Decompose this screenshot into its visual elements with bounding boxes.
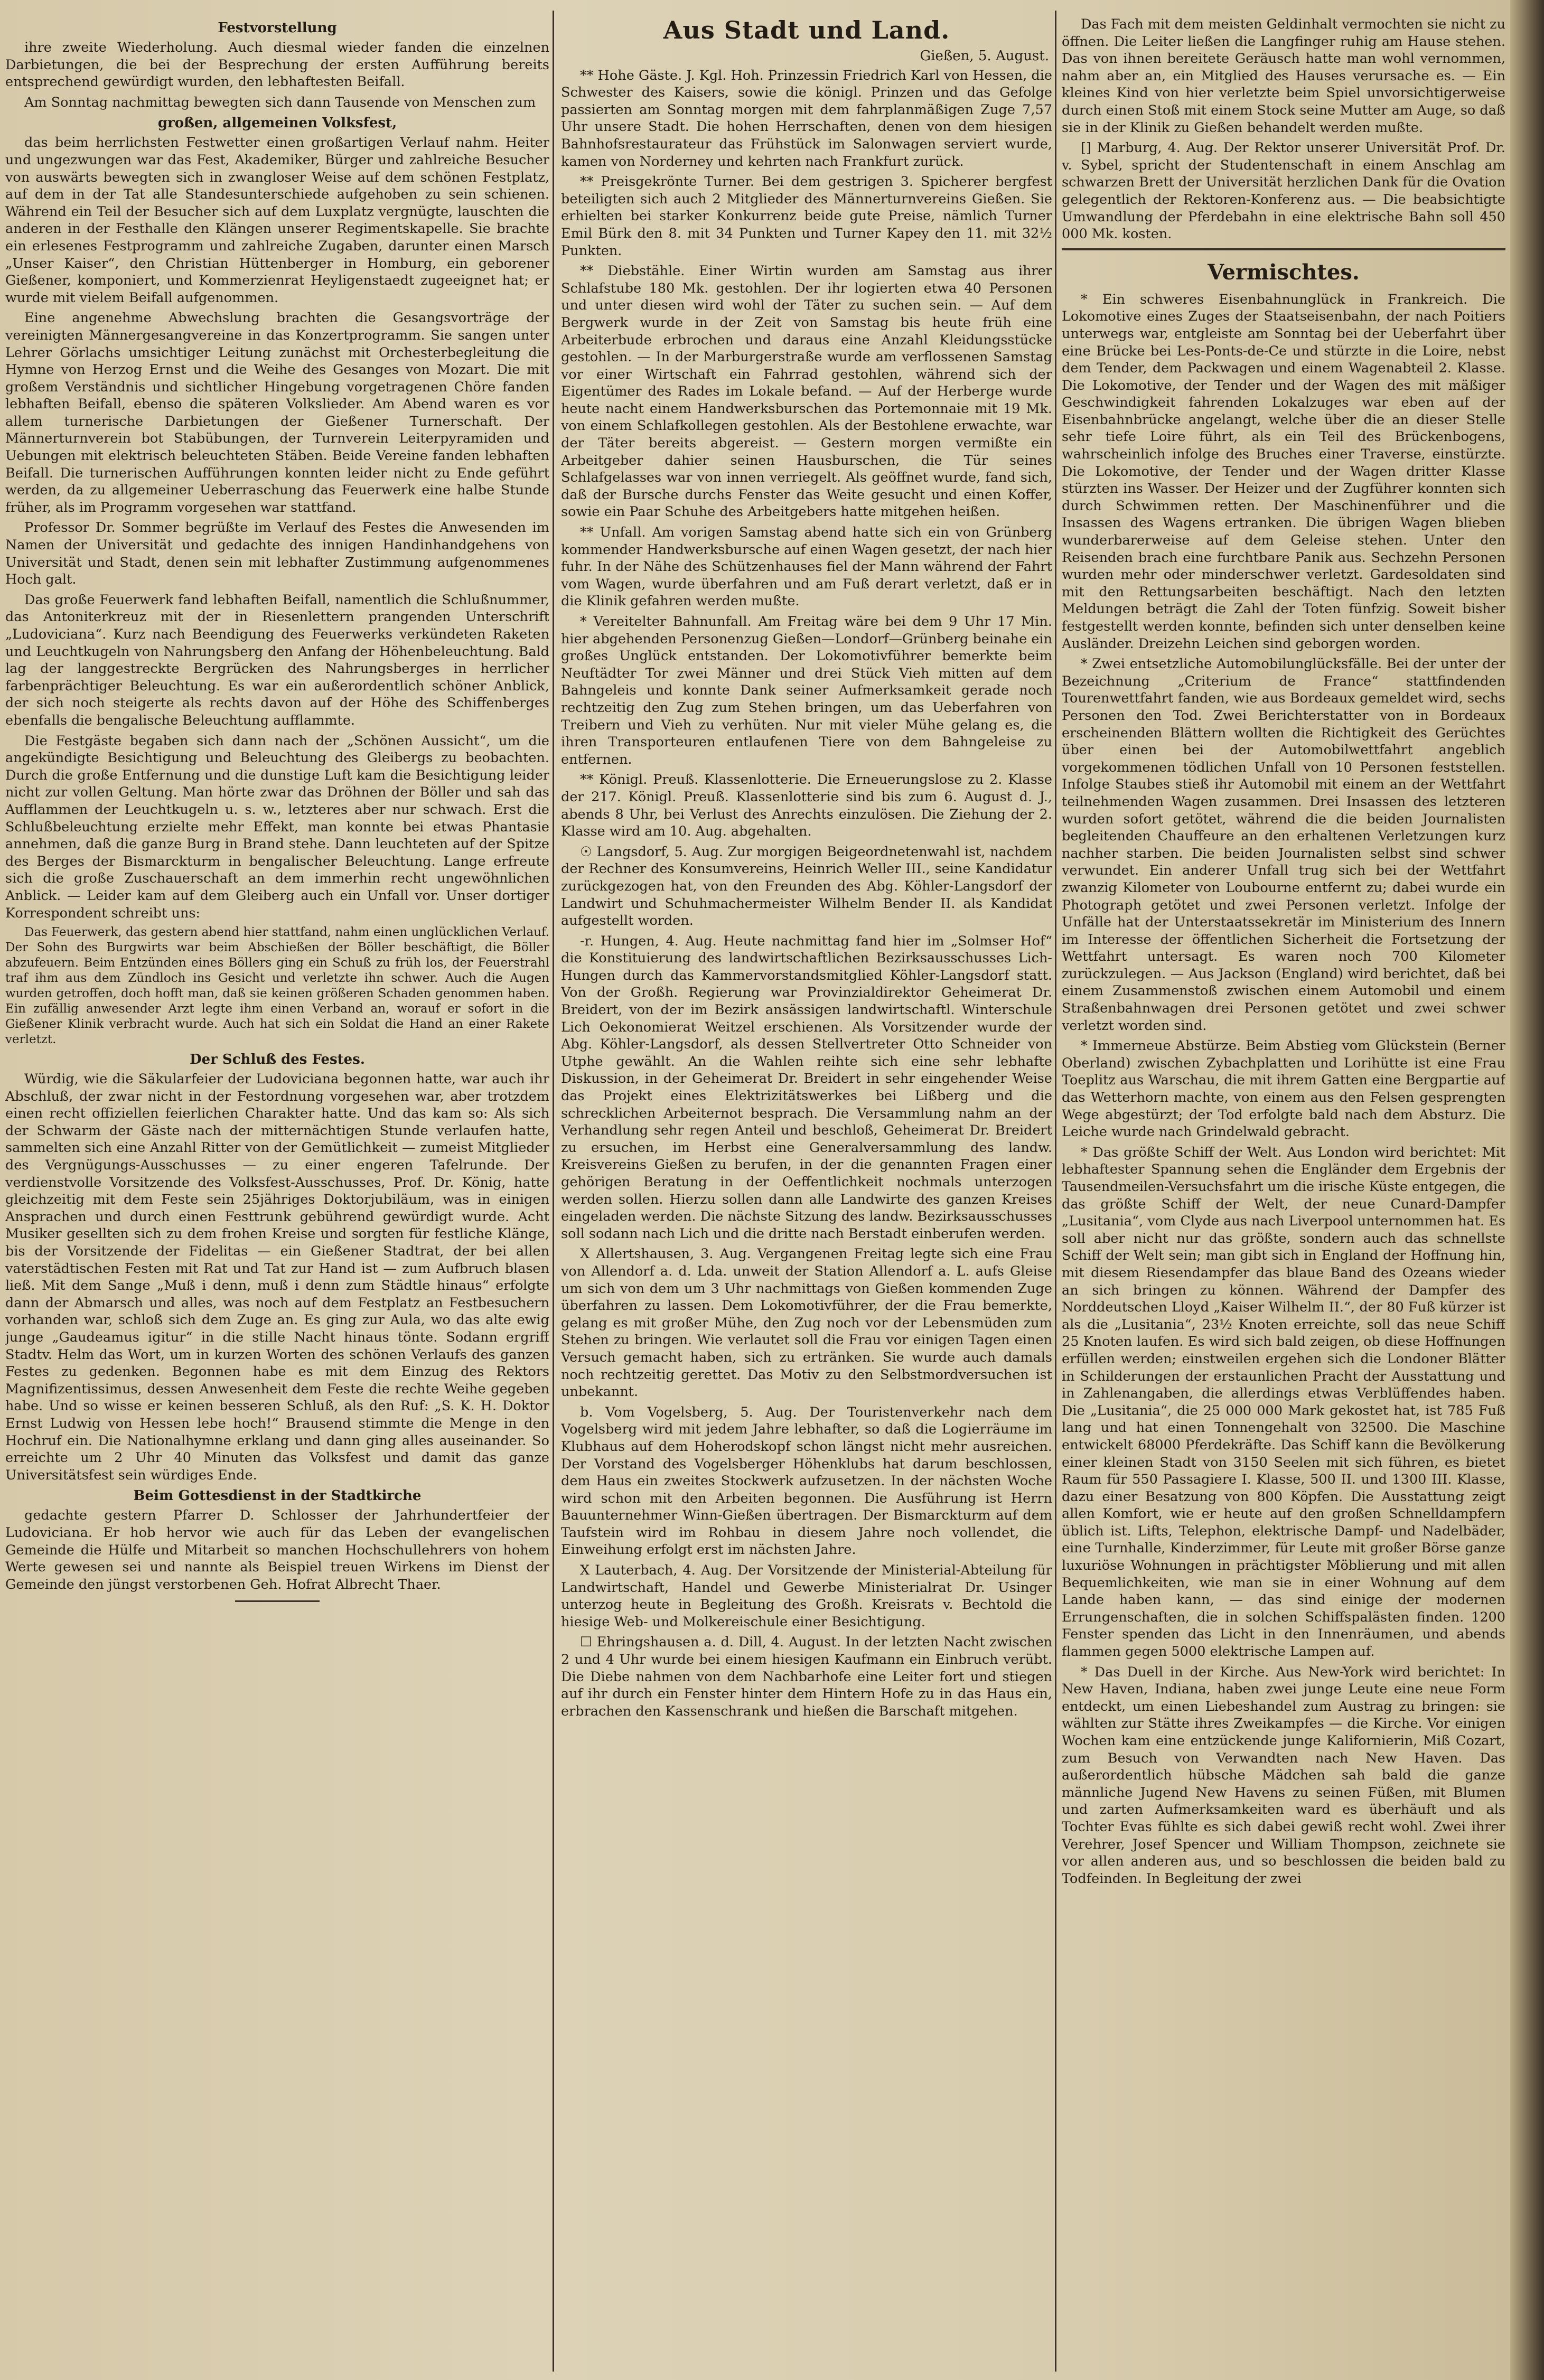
page-binding-edge	[1510, 0, 1544, 2380]
news-item: * Zwei entsetzliche Automobilunglücksfälle. Bei der unter der Bezeichnung „Criterium de France“ stattfindenden Tourenwettfahrt fanden, wie aus Bordeaux gemeldet wird, sechs Personen den Tod. Zwei Berichterstatter von in Bordeaux erscheinenden Blättern wollten die Richtigkeit des Gerüchtes über einen bei der Automobilwettfahrt angeblich vorgekommenen tödlichen Unfall von 10 Personen feststellen. Infolge Staubes stieß ihr Automobil mit einem an der Wettfahrt teilnehmenden Wagen zusammen. Drei Insassen des letzteren wurden sofort getötet, während die die beiden Journalisten begleitenden Chauffeure an den erhaltenen Verletzungen kurz nachher starben. Die beiden Journalisten selbst sind schwer verwundet. Ein anderer Unfall trug sich bei der Wettfahrt zwanzig Kilometer von Loubourne entfernt zu; dabei wurde ein Photograph getötet und zwei Personen verletzt. Infolge der Unfälle hat der Unterstaatssekretär im Ministerium des Innern im Interesse der öffentlichen Sicherheit die Fortsetzung der Wettfahrt untersagt. Es waren noch 700 Kilometer zurückzulegen. — Aus Jackson (England) wird berichtet, daß bei einem Zusammenstoß zwischen einem Automobil und einem Straßenbahnwagen drei Personen getötet und zwei schwer verletzt worden sind.	[1062, 656, 1505, 1034]
article-paragraph: Eine angenehme Abwechslung brachten die Gesangsvorträge der vereinigten Männergesangvereine in das Konzertprogramm. Sie sangen unter Lehrer Görlachs umsichtiger Leitung zunächst mit Orchesterbegleitung die Hymne von Herzog Ernst und die Weihe des Gesanges von Mozart. Die mit großem Verständnis und sichtlicher Hingebung vorgetragenen Chöre fanden lebhaften Beifall, ebenso die späteren Volkslieder. Am Abend waren es vor allem turnerische Darbietungen der Gießener Turnerschaft. Der Männerturnverein bot Stabübungen, der Turnverein Leiterpyramiden und Uebungen mit elektrisch beleuchteten Stäben. Beide Vereine fanden lebhaften Beifall. Die turnerischen Aufführungen konnten leider nicht zu Ende geführt werden, da zu allgemeiner Ueberraschung das Feuerwerk eine halbe Stunde früher, als im Programm vorgesehen war stattfand.	[5, 310, 549, 516]
article-paragraph: Professor Dr. Sommer begrüßte im Verlauf des Festes die Anwesenden im Namen der Universität und gedachte des innigen Handinhandgehens von Universität und Stadt, denen sein mit lebhafter Zustimmung aufgenommenes Hoch galt.	[5, 520, 549, 588]
section-heading: großen, allgemeinen Volksfest,	[157, 115, 397, 132]
news-item: * Das größte Schiff der Welt. Aus London wird berichtet: Mit lebhaftester Spannung sehen die Engländer dem Ergebnis der Tausendmeilen-Versuchsfahrt um die irische Küste entgegen, die das größte Schiff der Welt, der neue Cunard-Dampfer „Lusitania“, vom Clyde aus nach Liverpool unternommen hat. Es soll aber nicht nur das größte, sondern auch das schnellste Schiff der Welt sein; man gibt sich in England der Hoffnung hin, mit diesem Riesendampfer das blaue Band des Ozeans wieder an sich bringen zu können. Während der Dampfer des Norddeutschen Lloyd „Kaiser Wilhelm II.“, der 80 Fuß kürzer ist als die „Lusitania“, 23½ Knoten erreichte, soll das neue Schiff 25 Knoten laufen. Es wird sich bald zeigen, ob diese Hoffnungen erfüllen werden; einstweilen ergehen sich die Londoner Blätter in Schilderungen der erstaunlichen Pracht der Ausstattung und in Zahlenangaben, die allerdings etwas Verblüffendes haben. Die „Lusitania“, die 25 000 000 Mark gekostet hat, ist 785 Fuß lang und hat einen Tonnengehalt von 32500. Die Maschine entwickelt 68000 Pferdekräfte. Das Schiff kann die Bevölkerung einer kleinen Stadt von 3150 Seelen mit sich führen, es bietet Raum für 550 Passagiere I. Klasse, 500 II. und 1300 III. Klasse, dazu einer Besatzung von 800 Köpfen. Die Ausstattung zeigt allen Komfort, wie er heute auf den großen Schnelldampfern üblich ist. Lifts, Telephon, elektrische Dampf- und Nadelbäder, eine Turnhalle, Kinderzimmer, für Leute mit großer Börse ganze luxuriöse Wohnungen in prächtigster Möblierung und mit allen Bequemlichkeiten, wie man sie in einer Wohnung auf dem Lande haben kann, — das sind einige der modernen Errungenschaften, die in solchen Schiffspalästen finden. 1200 Fenster spenden das Licht in den Innenräumen, und abends flammen gegen 5000 elektrische Lampen auf.	[1062, 1144, 1505, 1660]
dateline: Gießen, 5. August.	[920, 48, 1049, 64]
news-item: Das Fach mit dem meisten Geldinhalt vermochten sie nicht zu öffnen. Die Leiter ließen die Langfinger ruhig am Hause stehen. Das von ihnen bereitete Geräusch hatte man wohl vernommen, nahm aber an, ein Mitglied des Hauses verursache es. — Ein kleines Kind von hier verletzte beim Spiel unvorsichtigerweise durch einen Stoß mit einem Stock seine Mutter am Auge, so daß sie in der Klinik zu Gießen behandelt werden mußte.	[1062, 16, 1505, 136]
column-1	[5, 16, 549, 2372]
news-item: -r. Hungen, 4. Aug. Heute nachmittag fand hier im „Solmser Hof“ die Konstituierung des landwirtschaftlichen Bezirksausschusses Lich-Hungen durch das Kammervorstandsmitglied Köhler-Langsdorf statt. Von der Großh. Regierung war Provinzialdirektor Geheimerat Dr. Breidert, von der im Bezirk ansässigen landwirtschaftl. Winterschule Lich Oekonomierat Weitzel erschienen. Als Vorsitzender wurde der Abg. Köhler-Langsdorf, als dessen Stellvertreter Otto Schneider von Utphe gewählt. An die Wahlen reihte sich eine sehr lebhafte Diskussion, in der Geheimerat Dr. Breidert in sehr eingehender Weise das Projekt eines Elektrizitätswerkes bei Lißberg und die schrecklichen Arbeiternot besprach. Die Versammlung nahm an der Verhandlung sehr regen Anteil und beschloß, Geheimerat Dr. Breidert zu ersuchen, im Herbst eine Generalversammlung des landw. Kreisvereins Gießen zu berufen, in der die genannten Fragen einer gehörigen Beratung in der Oeffentlichkeit nochmals unterzogen werden sollen. Hierzu sollen dann alle Landwirte des ganzen Kreises eingeladen werden. Die nächste Sitzung des landw. Bezirksausschusses soll sodann nach Lich und die dritte nach Berstadt einberufen werden.	[561, 933, 1052, 1242]
news-item: * Vereitelter Bahnunfall. Am Freitag wäre bei dem 9 Uhr 17 Min. hier abgehenden Personenzug Gießen—Londorf—Grünberg beinahe ein großes Unglück entstanden. Der Lokomotivführer bemerkte beim Neuftädter Tor zwei Männer und drei Stück Vieh mitten auf dem Bahngeleis und konnte Dank seiner Aufmerksamkeit gerade noch rechtzeitig den Zug zum Stehen bringen, um das Ueberfahren von Treibern und Vieh zu verhüten. Nur mit vieler Mühe gelang es, die ihren Transporteuren entlaufenen Tiere von dem Bahngeleise zu entfernen.	[561, 614, 1052, 767]
article-paragraph: Das Feuerwerk, das gestern abend hier stattfand, nahm einen unglücklichen Verlauf. Der Sohn des Burgwirts war beim Abschießen der Böller beschäftigt, die Böller abzufeuern. Beim Entzünden eines Böllers ging ein Schuß zu früh los, der Feuerstrahl traf ihm aus dem Zündloch ins Gesicht und verletzte ihn schwer. Auch die Augen wurden getroffen, doch hofft man, daß sie keinen größeren Schaden genommen haben. Ein zufällig anwesender Arzt legte ihm einen Verband an, worauf er sofort in die Gießener Klinik verbracht wurde. Auch hat sich ein Soldat die Hand an einer Rakete verletzt.	[5, 925, 549, 1047]
column-rule	[1055, 11, 1056, 2372]
article-separator	[235, 1600, 320, 1602]
article-paragraph: gedachte gestern Pfarrer D. Schlosser der Jahrhundertfeier der Ludoviciana. Er hob hervor wie auch für das Leben der evangelischen Gemeinde die Hülfe und Mitarbeit so manchen Hochschullehrers von hohem Werte gewesen sei und nannte als Beispiel treuen Wirkens im Dienst der Gemeinde den jüngst verstorbenen Geh. Hofrat Albrecht Thaer.	[5, 1507, 549, 1592]
news-item: ** Königl. Preuß. Klassenlotterie. Die Erneuerungslose zu 2. Klasse der 217. Königl. Preuß. Klassenlotterie sind bis zum 6. August d. J., abends 8 Uhr, bei Verlust des Anrechts einzulösen. Die Ziehung der 2. Klasse wird am 10. Aug. abgehalten.	[561, 772, 1052, 840]
news-item: * Immerneue Abstürze. Beim Abstieg vom Glückstein (Berner Oberland) zwischen Zybachplatten und Lorihütte ist eine Frau Toeplitz aus Warschau, die mit ihrem Gatten eine Bergpartie auf das Wetterhorn machte, von einem aus den Felsen gesprengten Wege abgestürzt; der Tod erfolgte bald nach dem Absturz. Die Leiche wurde nach Grindelwald gebracht.	[1062, 1038, 1505, 1140]
news-item: ** Hohe Gäste. J. Kgl. Hoh. Prinzessin Friedrich Karl von Hessen, die Schwester des Kaisers, sowie die königl. Prinzen und das Gefolge passierten am Sonntag morgen mit dem fahrplanmäßigen Zuge 7,57 Uhr unsere Stadt. Die hohen Herrschaften, denen von dem hiesigen Bahnhofsrestaurateur das Frühstück im Salonwagen serviert wurde, kamen von Norderney und kehrten nach Frankfurt zurück.	[561, 67, 1052, 170]
column-2	[561, 16, 1052, 2372]
section-heading: Vermischtes.	[1208, 259, 1360, 285]
column-3	[1062, 16, 1505, 2372]
section-masthead: Aus Stadt und Land.	[663, 16, 950, 44]
article-paragraph: ihre zweite Wiederholung. Auch diesmal wieder fanden die einzelnen Darbietungen, die bei der Besprechung der ersten Aufführung bereits entsprechend gewürdigt wurden, den lebhaftesten Beifall.	[5, 40, 549, 90]
news-item: ** Preisgekrönte Turner. Bei dem gestrigen 3. Spicherer bergfest beteiligten sich auch 2 Mitglieder des Männerturnvereins Gießen. Sie erhielten bei starker Konkurrenz beide gute Preise, nämlich Turner Emil Bürk den 8. mit 34 Punkten und Turner Kapey den 11. mit 32½ Punkten.	[561, 174, 1052, 259]
news-item: * Ein schweres Eisenbahnunglück in Frankreich. Die Lokomotive eines Zuges der Staatseisenbahn, der nach Poitiers unterwegs war, entgleiste am Sonntag bei der Ueberfahrt über eine Brücke bei Les-Ponts-de-Ce und stürzte in die Loire, nebst dem Tender, dem Packwagen und einem Wagenabteil 2. Klasse. Die Lokomotive, der Tender und der Wagen des mit mäßiger Geschwindigkeit fahrenden Lokalzuges war eben auf der Eisenbahnbrücke angelangt, welche über die an dieser Stelle sehr tiefe Loire führt, als ein Teil des Brückenbogens, wahrscheinlich infolge des Bruches einer Traverse, einstürzte. Die Lokomotive, der Tender und der Wagen dritter Klasse stürzten ins Wasser. Der Heizer und der Zugführer konnten sich durch Schwimmen retten. Der Maschinenführer und die Insassen des Wagens ertranken. Die übrigen Wagen blieben wunderbarerweise auf dem Geleise stehen. Unter den Reisenden brach eine furchtbare Panik aus. Sechzehn Personen wurden mehr oder minderschwer verletzt. Gardesoldaten sind mit den Rettungsarbeiten beschäftigt. Nach den letzten Meldungen beträgt die Zahl der Toten fünfzig. Soweit bisher festgestellt werden konnte, befinden sich unter denselben keine Ausländer. Dreizehn Leichen sind geborgen worden.	[1062, 291, 1505, 652]
news-item: X Lauterbach, 4. Aug. Der Vorsitzende der Ministerial-Abteilung für Landwirtschaft, Handel und Gewerbe Ministerialrat Dr. Usinger unterzog heute in Begleitung des Großh. Kreisrats v. Bechtold die hiesige Web- und Molkereischule einer Besichtigung.	[561, 1562, 1052, 1630]
section-heading: Festvorstellung	[218, 20, 337, 36]
article-paragraph: Würdig, wie die Säkularfeier der Ludoviciana begonnen hatte, war auch ihr Abschluß, der zwar nicht in der Festordnung vorgesehen war, aber trotzdem einen recht offiziellen feierlichen Charakter hatte. Und das kam so: Als sich der Schwarm der Gäste nach der mitternächtigen Stunde verlaufen hatte, sammelten sich eine Anzahl Ritter von der Gemütlichkeit — zumeist Mitglieder des Vergnügungs-Ausschusses — zu einer engeren Tafelrunde. Der verdienstvolle Vorsitzende des Volksfest-Ausschusses, Prof. Dr. König, hatte gleichzeitig mit dem Feste sein 25jähriges Doktorjubiläum, was in einigen Ansprachen und durch einen Festtrunk gebührend gewürdigt wurde. Acht Musiker gesellten sich zu dem frohen Kreise und sorgten für festliche Klänge, bis der Vorsitzende der Fidelitas — ein Gießener Stadtrat, der bei allen vaterstädtischen Festen mit Rat und Tat zur Hand ist — zum Aufbruch blasen ließ. Mit dem Sange „Muß i denn, muß i denn zum Städtle hinaus“ erfolgte dann der Abmarsch und alles, was noch auf dem Festplatz an Festbesuchern vorhanden war, schloß sich dem Zuge an. Es ging zur Aula, wo das alte ewig junge „Gaudeamus igitur“ in die stille Nacht hinaus tönte. Sodann ergriff Stadtv. Helm das Wort, um in kurzen Worten des schönen Verlaufs des ganzen Festes zu gedenken. Begonnen habe es mit dem Einzug des Rektors Magnifizentissimus, dessen Anwesenheit dem Feste die rechte Weihe gegeben habe. Und so wisse er keinen besseren Schluß, als den Ruf: „S. K. H. Doktor Ernst Ludwig von Hessen lebe hoch!“ Brausend stimmte die Menge in den Hochruf ein. Die Nationalhymne erklang und dann ging alles auseinander. So erreichte um 2 Uhr 40 Minuten das Volksfest und damit das ganze Universitätsfest sein würdiges Ende.	[5, 1071, 549, 1483]
article-paragraph: Am Sonntag nachmittag bewegten sich dann Tausende von Menschen zum	[24, 94, 536, 110]
article-paragraph: Die Festgäste begaben sich dann nach der „Schönen Aussicht“, um die angekündigte Besichtigung und Beleuchtung des Gleibergs zu beobachten. Durch die große Entfernung und die dunstige Luft kam die Besichtigung leider nicht zur vollen Geltung. Man hörte zwar das Dröhnen der Böller und sah das Aufflammen der Leuchtkugeln u. s. w., letzteres aber nur schwach. Erst die Schlußbeleuchtung erzielte mehr Effekt, man konnte bei etwas Phantasie annehmen, daß die ganze Burg in Brand stehe. Dann leuchteten auf der Spitze des Berges der Bismarckturm in bengalischer Beleuchtung. Lange erfreute sich die große Zuschauerschaft an dem immerhin recht ungewöhnlichen Anblick. — Leider kam auf dem Gleiberg auch ein Unfall vor. Unser dortiger Korrespondent schreibt uns:	[5, 733, 549, 921]
article-paragraph: Das große Feuerwerk fand lebhaften Beifall, namentlich die Schlußnummer, das Antoniterkreuz mit der in Riesenlettern prangenden Unterschrift „Ludoviciana“. Kurz nach Beendigung des Feuerwerks verkündeten Raketen und Leuchtkugeln von Nahrungsberg den Anfang der Höhenbeleuchtung. Bald lag der langgestreckte Bergrücken des Nahrungsberges in herrlicher farbenprächtiger Beleuchtung. Es war ein außerordentlich schöner Anblick, der sich noch steigerte als rechts davon auf der Höhe des Schiffenberges ebenfalls die bengalische Beleuchtung aufflammte.	[5, 592, 549, 728]
news-item: b. Vom Vogelsberg, 5. Aug. Der Touristenverkehr nach dem Vogelsberg wird mit jedem Jahre lebhafter, so daß die Logierräume im Klubhaus auf dem Hoherodskopf schon längst nicht mehr ausreichen. Der Vorstand des Vogelsberger Höhenklubs hat darum beschlossen, dem Haus ein zweites Stockwerk aufzusetzen. In der nächsten Woche wird schon mit den Arbeiten begonnen. Die Ausführung ist Herrn Bauunternehmer Winn-Gießen übertragen. Der Bismarckturm auf dem Taufstein wird im Rohbau in diesem Jahre noch vollendet, die Einweihung erfolgt erst im nächsten Jahre.	[561, 1404, 1052, 1558]
news-item: ** Diebstähle. Einer Wirtin wurden am Samstag aus ihrer Schlafstube 180 Mk. gestohlen. Der ihr logierten etwa 40 Personen und unter diesen wird wohl der Täter zu suchen sein. — Auf dem Bergwerk wurde in der Zeit von Samstag bis heute früh eine Arbeiterbude erbrochen und daraus eine Anzahl Kleidungsstücke gestohlen. — In der Marburgerstraße wurde am verflossenen Samstag vor einer Wirtschaft ein Fahrrad gestohlen, während sich der Eigentümer des Rades im Lokale befand. — Auf der Herberge wurde heute nacht einem Handwerksburschen das Portemonnaie mit 19 Mk. von einem Schlafkollegen gestohlen. Als der Bestohlene erwachte, war der Täter bereits abgereist. — Gestern morgen vermißte ein Arbeitgeber dahier seinen Hausburschen, die Tür seines Schlafgelasses war von innen verriegelt. Als geöffnet wurde, fand sich, daß der Bursche durchs Fenster das Weite gesucht und einen Koffer, sowie ein Paar Schuhe des Arbeitgebers hatte mitgehen heißen.	[561, 263, 1052, 520]
news-item: ☉ Langsdorf, 5. Aug. Zur morgigen Beigeordnetenwahl ist, nachdem der Rechner des Konsumvereins, Heinrich Weller III., seine Kandidatur zurückgezogen hat, von den Freunden des Abg. Köhler-Langsdorf der Landwirt und Schuhmachermeister Wilhelm Bender II. als Kandidat aufgestellt worden.	[561, 844, 1052, 929]
news-item: ** Unfall. Am vorigen Samstag abend hatte sich ein von Grünberg kommender Handwerksbursche auf einen Wagen gesetzt, der nach hier fuhr. In der Nähe des Schützenhauses fiel der Mann während der Fahrt vom Wagen, wurde überfahren und am Fuß derart verletzt, daß er in die Klinik gefahren werden mußte.	[561, 524, 1052, 610]
news-item: [] Marburg, 4. Aug. Der Rektor unserer Universität Prof. Dr. v. Sybel, spricht der Studentenschaft in einem Anschlag am schwarzen Brett der Universität herzlichen Dank für die Ovation gelegentlich der Rektoren-Konferenz aus. — Die beabsichtigte Umwandlung der Pferdebahn in eine elektrische Bahn soll 450 000 Mk. kosten.	[1062, 140, 1505, 242]
section-divider	[1062, 248, 1505, 250]
section-heading: Der Schluß des Festes.	[190, 1052, 365, 1068]
column-rule	[553, 11, 554, 2372]
news-item: * Das Duell in der Kirche. Aus New-York wird berichtet: In New Haven, Indiana, haben zwei junge Leute eine neue Form entdeckt, um einen Liebeshandel zum Austrag zu bringen: sie wählten zur Stätte ihres Zweikampfes — die Kirche. Vor einigen Wochen kam eine entzückende junge Kalifornierin, Miß Cozart, zum Besuch von Verwandten nach New Haven. Das außerordentlich hübsche Mädchen sah bald die ganze männliche Jugend New Havens zu seinen Füßen, mit Blumen und zarten Aufmerksamkeiten ward es überhäuft und als Tochter Evas fühlte es sich dabei gewiß recht wohl. Zwei ihrer Verehrer, Josef Spencer und William Thompson, zeichnete sie vor allen anderen aus, und so beschlossen die beiden bald zu Todfeinden. In Begleitung der zwei	[1062, 1664, 1505, 1887]
article-paragraph: das beim herrlichsten Festwetter einen großartigen Verlauf nahm. Heiter und ungezwungen war das Fest, Akademiker, Bürger und zahlreiche Besucher von auswärts bewegten sich in zwangloser Weise auf dem schönen Festplatz, auf dem in der Tat alle Standesunterschiede aufgehoben zu sein schienen. Während ein Teil der Besucher sich auf dem Luxplatz vergnügte, lauschten die anderen in der Festhalle den Klängen unserer Regimentskapelle. Sie brachte ein erlesenes Festprogramm und zahlreiche Zugaben, darunter einen Marsch „Unser Kaiser“, den Christian Hüttenberger in Homburg, ein geborener Gießener, komponiert, und Kommerzienrat Heyligenstaedt zugeeignet hat; er wurde mit vielem Beifall aufgenommen.	[5, 135, 549, 306]
correspondent-report	[5, 925, 549, 1047]
news-item: ☐ Ehringshausen a. d. Dill, 4. August. In der letzten Nacht zwischen 2 und 4 Uhr wurde bei einem hiesigen Kaufmann ein Einbruch verübt. Die Diebe nahmen von dem Nachbarhofe eine Leiter fort und stiegen auf ihr durch ein Fenster hinter dem Hintern Hofe zu in das Haus ein, erbrachen den Kassenschrank und hießen die Barschaft mitgehen.	[561, 1634, 1052, 1719]
news-item: X Allertshausen, 3. Aug. Vergangenen Freitag legte sich eine Frau von Allendorf a. d. Lda. unweit der Station Allendorf a. L. aufs Gleise um sich von dem um 3 Uhr nachmittags von Gießen kommenden Zuge überfahren zu lassen. Dem Lokomotivführer, der die Frau bemerkte, gelang es mit großer Mühe, den Zug noch vor der Lebensmüden zum Stehen zu bringen. Wie verlautet soll die Frau vor einigen Tagen einen Versuch gemacht haben, sich zu ertränken. Sie wurde auch damals noch rechtzeitig gerettet. Das Motiv zu den Selbstmordversuchen ist unbekannt.	[561, 1246, 1052, 1400]
section-heading: Beim Gottesdienst in der Stadtkirche	[133, 1488, 422, 1504]
